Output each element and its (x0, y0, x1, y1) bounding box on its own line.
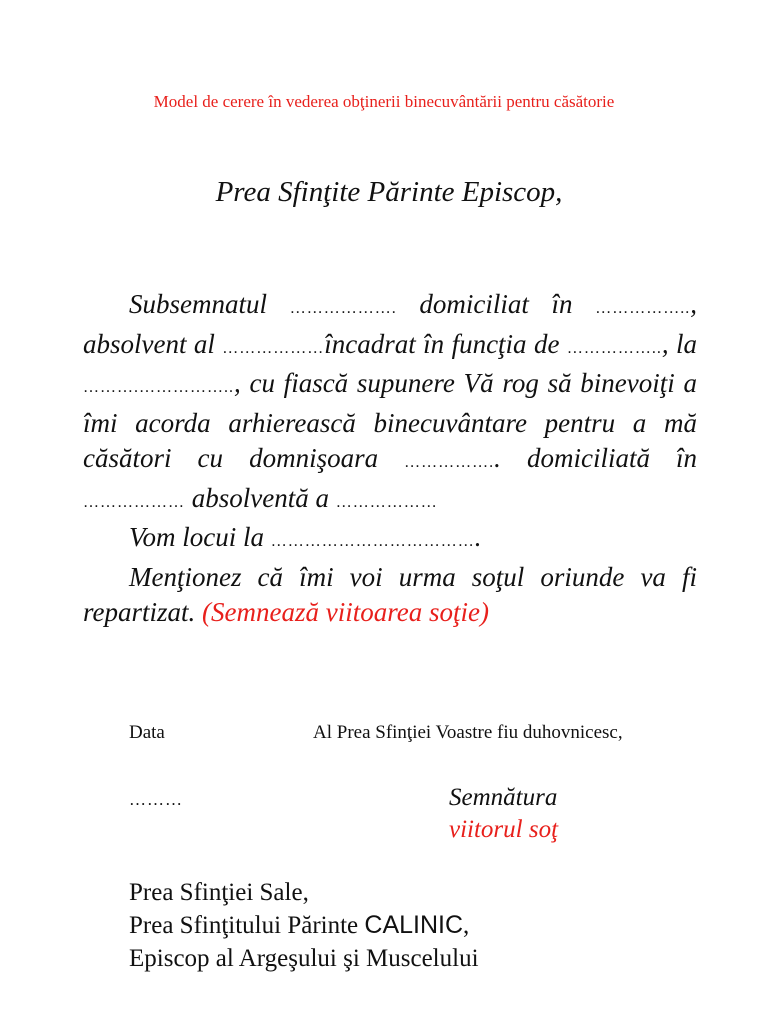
text: , cu fiască supunere Vă rog să binevoiţi a îmi acorda arhierească binecuvântare pentru a mă căsători cu domnişoara (83, 368, 697, 473)
signature-label: Semnătura (449, 784, 558, 811)
blank-name: ………………. (289, 300, 397, 317)
closing-formula: Al Prea Sfinţiei Voastre fiu duhovnicesc, (313, 722, 623, 743)
blank-position: …………….. (566, 339, 662, 357)
blank-workplace: ……….…………….. (83, 379, 234, 396)
text: Vom locui la (129, 522, 271, 552)
paragraph-residence (83, 520, 697, 560)
text: . (474, 522, 482, 552)
text: domiciliat în (396, 289, 596, 319)
date-blank: ……… (129, 790, 183, 809)
request-body (83, 287, 697, 631)
addressee-block (129, 876, 479, 975)
blank-residence: ……………………………… (270, 533, 475, 550)
bride-signature-note: (Semnează viitoarea soţie) (202, 597, 489, 627)
text: Subsemnatul (129, 289, 290, 319)
text: . domiciliată în (494, 443, 697, 473)
document-title: Model de cerere în vederea obţinerii binecuvântării pentru căsătorie (153, 92, 615, 111)
signature-block (449, 782, 558, 846)
text: Prea Sfinţitului Părinte (129, 912, 365, 939)
blank-address: …………….. (595, 300, 691, 317)
signature-who: viitorul soţ (449, 816, 559, 843)
text: , la (661, 328, 697, 359)
blank-bride-name: ……………. (404, 454, 495, 471)
text: absolventă a (185, 482, 336, 513)
addressee-line-3: Episcop al Argeşului şi Muscelului (129, 945, 479, 972)
blank-bride-address: ……………… (83, 493, 185, 511)
text: Menţionez că îmi voi urma soţul oriunde va fi repartizat. (83, 561, 697, 627)
text: , absolvent al (83, 289, 697, 359)
blank-school: ……………… (222, 339, 325, 357)
addressee-line-1: Prea Sfinţiei Sale, (129, 879, 309, 906)
text: , (463, 912, 470, 939)
paragraph-mention (83, 560, 697, 631)
date-label: Data (129, 722, 165, 743)
blank-bride-school: ……………… (335, 493, 438, 511)
paragraph-request (83, 287, 697, 520)
text: încadrat în funcţia de (324, 328, 567, 359)
bishop-name: CALINIC (364, 911, 464, 939)
addressee-line-2 (129, 909, 479, 942)
salutation: Prea Sfinţite Părinte Episcop, (215, 176, 563, 208)
